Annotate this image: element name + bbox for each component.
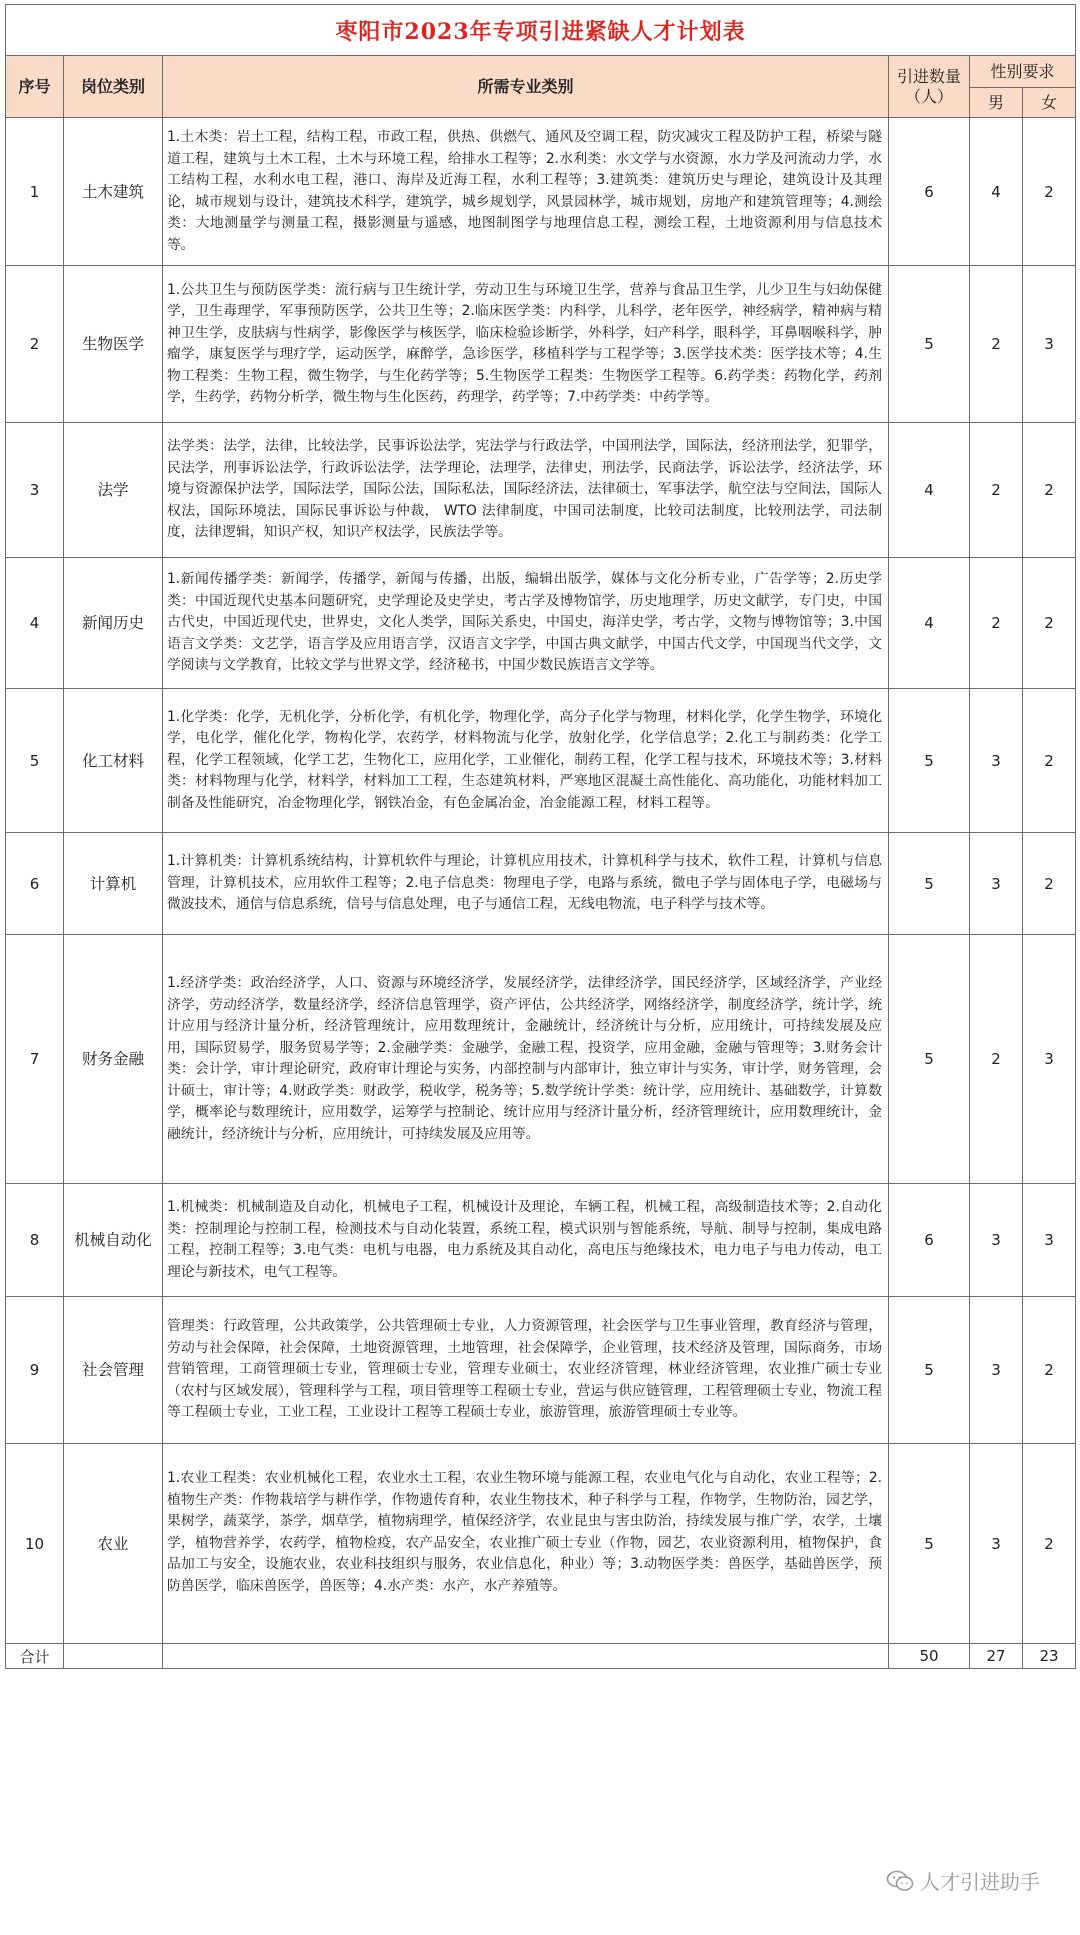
row-category: 新闻历史 bbox=[64, 558, 163, 689]
row-male: 4 bbox=[970, 118, 1023, 266]
row-female: 2 bbox=[1023, 1297, 1076, 1444]
total-quota: 50 bbox=[889, 1644, 970, 1669]
table-row bbox=[6, 266, 1076, 423]
header-gender: 性别要求 bbox=[970, 56, 1076, 88]
header-male: 男 bbox=[970, 88, 1023, 118]
row-no: 5 bbox=[6, 689, 64, 833]
row-no: 3 bbox=[6, 423, 64, 558]
row-no: 1 bbox=[6, 118, 64, 266]
total-female: 23 bbox=[1023, 1644, 1076, 1669]
row-category: 机械自动化 bbox=[64, 1184, 163, 1297]
row-quota: 5 bbox=[889, 935, 970, 1184]
row-quota: 4 bbox=[889, 558, 970, 689]
row-female: 2 bbox=[1023, 558, 1076, 689]
row-female: 3 bbox=[1023, 266, 1076, 423]
row-male: 2 bbox=[970, 935, 1023, 1184]
header-category: 岗位类别 bbox=[64, 56, 163, 118]
row-quota: 6 bbox=[889, 118, 970, 266]
row-category: 化工材料 bbox=[64, 689, 163, 833]
row-majors: 1.新闻传播学类：新闻学，传播学，新闻与传播，出版，编辑出版学，媒体与文化分析专业，广告学等；2.历史学类：中国近现代史基本问题研究，史学理论及史学史，考古学及博物馆学，历史地理学，历史文献学，专门史，中国古代史，中国近现代史，世界史，文化人类学，国际关系史，中国史，海洋史学，考古学，文物与博物馆等；3.中国语言文学类：文艺学，语言学及应用语言学，汉语言文字学，中国古典文献学，中国古代文学，中国现当代文学，文学阅读与文学教育，比较文学与世界文学，经济秘书，中国少数民族语言文学等。 bbox=[163, 558, 889, 689]
row-male: 2 bbox=[970, 558, 1023, 689]
watermark-text: 人才引进助手 bbox=[920, 1870, 1040, 1894]
table-row bbox=[6, 689, 1076, 833]
row-no: 2 bbox=[6, 266, 64, 423]
row-female: 2 bbox=[1023, 833, 1076, 935]
row-quota: 5 bbox=[889, 833, 970, 935]
row-male: 3 bbox=[970, 689, 1023, 833]
header-quota: 引进数量（人） bbox=[889, 56, 970, 118]
row-majors: 1.计算机类：计算机系统结构，计算机软件与理论，计算机应用技术，计算机科学与技术，软件工程，计算机与信息管理，计算机技术，应用软件工程等；2.电子信息类：物理电子学，电路与系统，微电子学与固体电子学，电磁场与微波技术，通信与信息系统，信号与信息处理，电子与通信工程，无线电物流，电子科学与技术等。 bbox=[163, 833, 889, 935]
row-male: 2 bbox=[970, 266, 1023, 423]
table-row bbox=[6, 558, 1076, 689]
total-empty-category bbox=[64, 1644, 163, 1669]
row-female: 3 bbox=[1023, 935, 1076, 1184]
row-male: 2 bbox=[970, 423, 1023, 558]
row-quota: 5 bbox=[889, 1444, 970, 1644]
row-category: 社会管理 bbox=[64, 1297, 163, 1444]
row-female: 2 bbox=[1023, 423, 1076, 558]
row-category: 计算机 bbox=[64, 833, 163, 935]
watermark bbox=[886, 1866, 1040, 1895]
row-no: 8 bbox=[6, 1184, 64, 1297]
row-female: 2 bbox=[1023, 689, 1076, 833]
row-quota: 5 bbox=[889, 266, 970, 423]
header-no: 序号 bbox=[6, 56, 64, 118]
row-male: 3 bbox=[970, 1297, 1023, 1444]
table-row bbox=[6, 118, 1076, 266]
row-male: 3 bbox=[970, 1444, 1023, 1644]
row-male: 3 bbox=[970, 833, 1023, 935]
row-female: 2 bbox=[1023, 1444, 1076, 1644]
row-female: 3 bbox=[1023, 1184, 1076, 1297]
table-row bbox=[6, 935, 1076, 1184]
row-category: 土木建筑 bbox=[64, 118, 163, 266]
total-label: 合计 bbox=[6, 1644, 64, 1669]
table-row bbox=[6, 423, 1076, 558]
row-category: 农业 bbox=[64, 1444, 163, 1644]
row-quota: 6 bbox=[889, 1184, 970, 1297]
row-majors: 1.公共卫生与预防医学类：流行病与卫生统计学，劳动卫生与环境卫生学，营养与食品卫生学，儿少卫生与妇幼保健学，卫生毒理学，军事预防医学，公共卫生等；2.临床医学类：内科学，儿科学，老年医学，神经病学，精神病与精神卫生学，皮肤病与性病学，影像医学与核医学，临床检验诊断学，外科学，妇产科学，眼科学，耳鼻咽喉科学，肿瘤学，康复医学与理疗学，运动医学，麻醉学，急诊医学，移植科学与工程学等；3.医学技术类：医学技术等；4.生物工程类：生物工程，微生物学，与生化药学等；5.生物医学工程类：生物医学工程等。6.药学类：药物化学，药剂学，生药学，药物分析学，微生物与生化医药，药理学，药学等；7.中药学类：中药学等。 bbox=[163, 266, 889, 423]
header-female: 女 bbox=[1023, 88, 1076, 118]
row-no: 10 bbox=[6, 1444, 64, 1644]
row-category: 生物医学 bbox=[64, 266, 163, 423]
row-male: 3 bbox=[970, 1184, 1023, 1297]
row-category: 财务金融 bbox=[64, 935, 163, 1184]
row-majors: 1.机械类：机械制造及自动化，机械电子工程，机械设计及理论，车辆工程，机械工程，高级制造技术等；2.自动化类：控制理论与控制工程，检测技术与自动化装置，系统工程，模式识别与智能系统，导航、制导与控制，集成电路工程，控制工程等；3.电气类：电机与电器，电力系统及其自动化，高电压与绝缘技术，电力电子与电力传动，电工理论与新技术，电气工程等。 bbox=[163, 1184, 889, 1297]
row-majors: 1.农业工程类：农业机械化工程，农业水土工程，农业生物环境与能源工程，农业电气化与自动化，农业工程等；2.植物生产类：作物栽培学与耕作学，作物遗传育种，农业生物技术，种子科学与工程，作物学，生物防治，园艺学，果树学，蔬菜学，茶学，烟草学，植物病理学，植保经济学，农业昆虫与害虫防治，持续发展与推广学，农学，土壤学，植物营养学，农药学，植物检疫，农产品安全，农业推广硕士专业（作物，园艺，农业资源利用，植物保护，食品加工与安全，设施农业，农业科技组织与服务，农业信息化，种业）等；3.动物医学类：兽医学，基础兽医学，预防兽医学，临床兽医学，兽医等；4.水产类：水产，水产养殖等。 bbox=[163, 1444, 889, 1644]
row-no: 4 bbox=[6, 558, 64, 689]
row-majors: 管理类：行政管理，公共政策学，公共管理硕士专业，人力资源管理，社会医学与卫生事业管理，教育经济与管理，劳动与社会保障，社会保障，土地资源管理，土地管理，社会保障学，企业管理，技术经济及管理，国际商务，市场营销管理，工商管理硕士专业，管理硕士专业，管理专业硕士，农业经济管理，林业经济管理，农业推广硕士专业（农村与区域发展），管理科学与工程，项目管理等工程硕士专业，营运与供应链管理，工程管理硕士专业，物流工程等工程硕士专业，工业工程，工业设计工程等工程硕士专业，旅游管理，旅游管理硕士专业等。 bbox=[163, 1297, 889, 1444]
row-quota: 5 bbox=[889, 689, 970, 833]
row-majors: 1.经济学类：政治经济学，人口、资源与环境经济学，发展经济学，法律经济学，国民经济学，区域经济学，产业经济学，劳动经济学，数量经济学，经济信息管理学，资产评估，公共经济学，网络经济学，制度经济学，统计学，统计应用与经济计量分析，经济管理统计，应用数理统计，金融统计，经济统计与分析，应用统计，可持续发展及应用，国际贸易学，服务贸易学等；2.金融学类：金融学，金融工程，投资学，应用金融，金融与管理等；3.财务会计类：会计学，审计理论研究，政府审计理论与实务，内部控制与内部审计，独立审计与实务，审计学，财务管理，会计硕士，审计等；4.财政学类：财政学，税收学，税务等；5.数学统计学类：统计学，应用统计、基础数学，计算数学，概率论与数理统计，应用数学，运筹学与控制论、统计应用与经济计量分析，经济管理统计，应用数理统计，金融统计，经济统计与分析，应用统计，可持续发展及应用等。 bbox=[163, 935, 889, 1184]
table-row bbox=[6, 833, 1076, 935]
talent-plan-table bbox=[5, 4, 1076, 1669]
row-no: 6 bbox=[6, 833, 64, 935]
row-female: 2 bbox=[1023, 118, 1076, 266]
wechat-icon bbox=[886, 1870, 914, 1892]
table-title-text: 枣阳市2023年专项引进紧缺人才计划表 bbox=[335, 18, 746, 45]
header-majors: 所需专业类别 bbox=[163, 56, 889, 118]
row-majors: 1.土木类：岩土工程，结构工程，市政工程，供热、供燃气、通风及空调工程，防灾减灾工程及防护工程，桥梁与隧道工程，建筑与土木工程，土木与环境工程，给排水工程等；2.水利类：水文学与水资源，水力学及河流动力学，水工结构工程，水利水电工程，港口、海岸及近海工程，水利工程等；3.建筑类：建筑历史与理论，建筑设计及其理论，城市规划与设计，建筑技术科学，建筑学，城乡规划学，风景园林学，城市规划，房地产和建筑管理等；4.测绘类：大地测量学与测量工程，摄影测量与遥感，地图制图学与地理信息工程，测绘工程，土地资源利用与信息技术等。 bbox=[163, 118, 889, 266]
total-male: 27 bbox=[970, 1644, 1023, 1669]
total-empty-majors bbox=[163, 1644, 889, 1669]
row-quota: 4 bbox=[889, 423, 970, 558]
row-no: 7 bbox=[6, 935, 64, 1184]
row-majors: 法学类：法学，法律，比较法学，民事诉讼法学，宪法学与行政法学，中国刑法学，国际法，经济刑法学，犯罪学，民法学，刑事诉讼法学，行政诉讼法学，法学理论，法理学，法律史，刑法学，民商法学，诉讼法学，经济法学，环境与资源保护法学，国际法学，国际公法，国际私法，国际经济法，法律硕士，军事法学，航空法与空间法，国际人权法，国际环境法，国际民事诉讼与仲裁， WTO 法律制度，中国司法制度，比较司法制度，比较刑法学，司法制度，法律逻辑，知识产权，知识产权法学，民族法学等。 bbox=[163, 423, 889, 558]
table-row bbox=[6, 1184, 1076, 1297]
row-majors: 1.化学类：化学，无机化学，分析化学，有机化学，物理化学，高分子化学与物理，材料化学，化学生物学，环境化学，电化学，催化化学，物构化学，农药学，材料物流与化学，放射化学，化学信息学；2.化工与制药类：化学工程，化学工程领域，化学工艺，生物化工，应用化学，工业催化，制药工程，化学工程与技术，环境技术等；3.材料类：材料物理与化学，材料学，材料加工工程，生态建筑材料，严寒地区混凝土高性能化、高功能化，功能材料加工制备及性能研究，冶金物理化学，钢铁冶金，有色金属冶金，冶金能源工程，材料工程等。 bbox=[163, 689, 889, 833]
table-row bbox=[6, 1444, 1076, 1644]
row-quota: 5 bbox=[889, 1297, 970, 1444]
total-row bbox=[6, 1644, 1076, 1669]
table-title bbox=[6, 5, 1076, 56]
row-category: 法学 bbox=[64, 423, 163, 558]
row-no: 9 bbox=[6, 1297, 64, 1444]
table-row bbox=[6, 1297, 1076, 1444]
